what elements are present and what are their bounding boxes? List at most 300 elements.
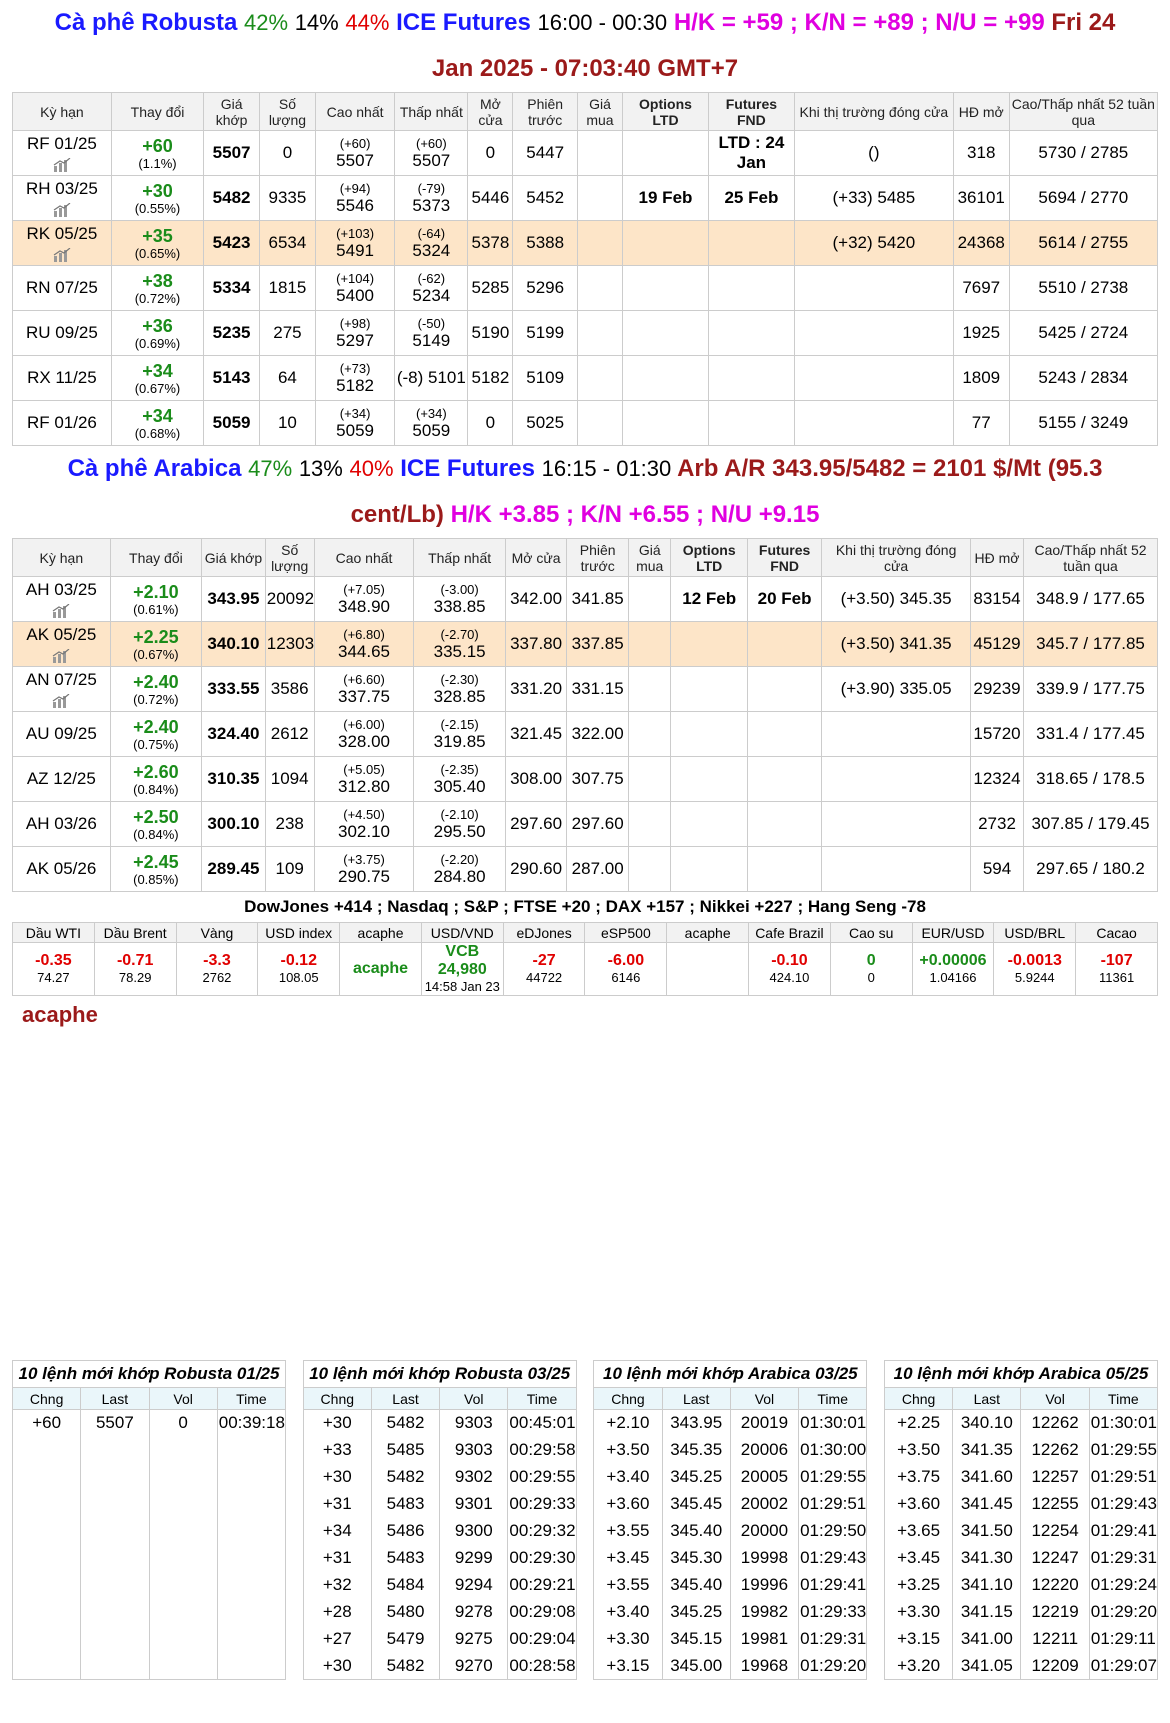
trade-value <box>81 1491 149 1518</box>
table-row[interactable] <box>13 712 1158 757</box>
low-cell <box>395 356 468 401</box>
market-header[interactable]: eDJones <box>503 923 585 943</box>
low-change: (-2.35) <box>440 761 479 777</box>
market-header[interactable]: Dầu WTI <box>13 923 95 943</box>
change-value: +2.40 <box>133 716 179 737</box>
futures-fnd <box>747 802 821 847</box>
volume: 9335 <box>260 176 316 221</box>
market-header[interactable]: Cacao <box>1076 923 1158 943</box>
change-value: +30 <box>142 180 173 201</box>
change-percent: (0.55%) <box>134 200 181 216</box>
change-percent: (0.65%) <box>134 245 181 261</box>
trade-value: 00:29:04 <box>508 1626 576 1653</box>
table-row[interactable] <box>13 266 1158 311</box>
low-cell <box>414 757 505 802</box>
low-cell <box>414 847 505 892</box>
last-price: 5334 <box>204 266 260 311</box>
trade-value <box>81 1545 149 1572</box>
trade-value <box>217 1653 285 1680</box>
market-cell[interactable] <box>421 943 503 996</box>
contract-cell[interactable] <box>13 356 112 401</box>
trade-value: 00:29:55 <box>508 1464 576 1491</box>
table-row[interactable] <box>13 667 1158 712</box>
range-52w: 297.65 / 180.2 <box>1024 847 1158 892</box>
market-value: 6146 <box>611 970 641 985</box>
range-52w: 348.9 / 177.65 <box>1024 577 1158 622</box>
trade-value: 341.30 <box>953 1545 1021 1572</box>
market-change: acaphe <box>352 960 409 977</box>
prev-close: 5388 <box>513 221 577 266</box>
brand-logo[interactable]: acaphe <box>22 1002 98 1027</box>
market-change: -0.0013 <box>1007 952 1062 969</box>
trade-value: +3.25 <box>884 1572 952 1599</box>
options-ltd: 12 Feb <box>671 577 747 622</box>
options-ltd <box>623 311 709 356</box>
volume: 64 <box>260 356 316 401</box>
range-52w: 5694 / 2770 <box>1009 176 1157 221</box>
trade-value <box>217 1599 285 1626</box>
chart-icon[interactable] <box>52 649 70 663</box>
high-change: (+103) <box>336 225 375 241</box>
market-header[interactable]: eSP500 <box>585 923 667 943</box>
trade-value: 01:29:43 <box>1089 1491 1157 1518</box>
trade-value <box>81 1572 149 1599</box>
arabica-col-header: Phiên trước <box>567 539 629 577</box>
trade-value: 01:29:55 <box>1089 1437 1157 1464</box>
table-row <box>884 1410 1157 1437</box>
open-price: 5182 <box>468 356 513 401</box>
high-cell <box>314 757 414 802</box>
contract-cell[interactable] <box>13 622 111 667</box>
contract-cell[interactable] <box>13 266 112 311</box>
trade-value: 5480 <box>371 1599 439 1626</box>
trade-value: 12262 <box>1021 1410 1089 1437</box>
high-change: (+73) <box>339 360 371 376</box>
table-row <box>13 1572 286 1599</box>
change-cell <box>111 356 203 401</box>
change-value: +38 <box>142 270 173 291</box>
close-value <box>794 311 953 356</box>
last-price: 5423 <box>204 221 260 266</box>
change-percent: (0.61%) <box>133 601 179 617</box>
robusta-col-header: Options LTD <box>623 93 709 131</box>
change-cell <box>111 266 203 311</box>
market-value: 74.27 <box>37 970 70 985</box>
trade-value: 12247 <box>1021 1545 1089 1572</box>
open-interest: 318 <box>953 131 1009 176</box>
high-value: 5507 <box>336 150 374 170</box>
last-trades-col-header: Time <box>1089 1388 1157 1410</box>
high-cell <box>314 712 414 757</box>
low-change: (-64) <box>417 225 446 241</box>
market-cell[interactable] <box>912 943 994 996</box>
contract-term[interactable]: AH 03/26 <box>25 814 97 833</box>
last-trades-table <box>12 1360 286 1680</box>
low-change: (-62) <box>417 270 446 286</box>
contract-cell[interactable] <box>13 667 111 712</box>
market-cell[interactable] <box>830 943 912 996</box>
futures-fnd <box>747 667 821 712</box>
market-cell[interactable] <box>503 943 585 996</box>
market-cell[interactable] <box>340 943 422 996</box>
trade-value: 341.50 <box>953 1518 1021 1545</box>
open-interest: 2732 <box>970 802 1023 847</box>
last-trades-col-header: Last <box>371 1388 439 1410</box>
table-row <box>594 1626 867 1653</box>
contract-term[interactable]: RX 11/25 <box>27 368 97 387</box>
contract-term[interactable]: AN 07/25 <box>25 669 97 689</box>
table-row <box>884 1545 1157 1572</box>
table-row <box>594 1518 867 1545</box>
low-value: (-8) 5101 <box>396 368 466 387</box>
table-row <box>13 1491 286 1518</box>
change-percent: (0.69%) <box>134 335 181 351</box>
trade-value: 19968 <box>730 1653 798 1680</box>
market-change: VCB 24,980 <box>437 943 487 978</box>
trade-value <box>149 1599 217 1626</box>
contract-term[interactable]: RH 03/25 <box>25 178 98 198</box>
change-value: +2.10 <box>133 581 179 602</box>
trade-value: +34 <box>303 1518 371 1545</box>
market-header[interactable]: EUR/USD <box>912 923 994 943</box>
contract-term[interactable]: AU 09/25 <box>25 724 97 743</box>
last-price: 289.45 <box>202 847 266 892</box>
last-trades-col-header: Last <box>953 1388 1021 1410</box>
chart-icon[interactable] <box>53 248 71 262</box>
open-price: 297.60 <box>505 802 567 847</box>
contract-cell[interactable] <box>13 847 111 892</box>
market-value: 78.29 <box>118 970 152 985</box>
low-value: 5507 <box>412 150 451 170</box>
high-value: 337.75 <box>338 686 391 706</box>
market-cell[interactable] <box>994 943 1076 996</box>
trade-value <box>217 1491 285 1518</box>
chart-icon[interactable] <box>53 158 71 172</box>
last-price: 310.35 <box>202 757 266 802</box>
market-header[interactable]: USD/VND <box>421 923 503 943</box>
change-percent: (0.72%) <box>134 290 181 306</box>
volume: 2612 <box>265 712 314 757</box>
trade-value: 01:29:11 <box>1089 1626 1157 1653</box>
high-cell <box>315 266 394 311</box>
high-cell <box>315 131 394 176</box>
contract-term[interactable]: AK 05/26 <box>26 859 97 878</box>
contract-term[interactable]: AZ 12/25 <box>26 769 96 788</box>
trade-value: 00:45:01 <box>508 1410 576 1437</box>
volume: 275 <box>260 311 316 356</box>
low-value: 5373 <box>412 195 451 215</box>
low-cell <box>414 712 505 757</box>
market-header[interactable]: Cafe Brazil <box>749 923 831 943</box>
trade-value: 343.95 <box>662 1410 730 1437</box>
prev-close: 5199 <box>513 311 577 356</box>
trade-value: 01:29:50 <box>799 1518 867 1545</box>
contract-term[interactable]: RF 01/26 <box>26 413 97 432</box>
contract-cell[interactable] <box>13 577 111 622</box>
trade-value: 01:29:07 <box>1089 1653 1157 1680</box>
high-value: 5546 <box>336 195 374 215</box>
trade-value <box>149 1545 217 1572</box>
trade-value: 01:29:41 <box>1089 1518 1157 1545</box>
change-value: +2.50 <box>133 806 179 827</box>
contract-cell[interactable] <box>13 802 111 847</box>
trade-value: 19981 <box>730 1626 798 1653</box>
trade-value: +32 <box>303 1572 371 1599</box>
volume: 3586 <box>265 667 314 712</box>
trade-value: +3.55 <box>594 1518 662 1545</box>
robusta-col-header: Cao nhất <box>315 93 394 131</box>
contract-term[interactable]: AK 05/25 <box>26 624 97 644</box>
open-interest: 83154 <box>970 577 1023 622</box>
range-52w: 5155 / 3249 <box>1009 401 1157 446</box>
robusta-col-header: Thấp nhất <box>395 93 468 131</box>
market-cell[interactable] <box>749 943 831 996</box>
range-52w: 5730 / 2785 <box>1009 131 1157 176</box>
table-row[interactable] <box>13 356 1158 401</box>
prev-close: 5109 <box>513 356 577 401</box>
trade-value <box>217 1626 285 1653</box>
market-header[interactable]: acaphe <box>340 923 422 943</box>
bid-price <box>628 847 670 892</box>
futures-fnd: LTD : 24 Jan <box>708 131 794 176</box>
market-cell[interactable] <box>94 943 176 996</box>
market-value: 14:58 Jan 23 <box>424 979 500 994</box>
trade-value: 9301 <box>440 1491 508 1518</box>
trade-value: +33 <box>303 1437 371 1464</box>
close-value: (+33) 5485 <box>794 176 953 221</box>
table-row <box>303 1572 576 1599</box>
trade-value: +3.30 <box>884 1599 952 1626</box>
prev-close: 5025 <box>513 401 577 446</box>
futures-fnd: 25 Feb <box>708 176 794 221</box>
futures-fnd <box>747 757 821 802</box>
contract-term[interactable]: RK 05/25 <box>26 223 98 243</box>
prev-close: 341.85 <box>567 577 629 622</box>
change-cell <box>111 221 203 266</box>
change-cell <box>110 622 201 667</box>
low-value: 305.40 <box>433 776 486 796</box>
trade-value: 01:29:31 <box>799 1626 867 1653</box>
high-value: 312.80 <box>338 776 391 796</box>
market-header[interactable]: acaphe <box>667 923 749 943</box>
trade-value: +3.40 <box>594 1464 662 1491</box>
last-trades-col-header: Chng <box>884 1388 952 1410</box>
market-header[interactable]: Vàng <box>176 923 258 943</box>
contract-cell[interactable] <box>13 221 112 266</box>
trade-value: 01:29:55 <box>799 1464 867 1491</box>
high-value: 344.65 <box>338 641 391 661</box>
low-change: (-2.15) <box>440 716 479 732</box>
table-row[interactable] <box>13 622 1158 667</box>
trade-value: +3.15 <box>594 1653 662 1680</box>
high-change: (+7.05) <box>343 581 385 597</box>
table-row[interactable] <box>13 847 1158 892</box>
market-cell[interactable] <box>176 943 258 996</box>
contract-term[interactable]: RU 09/25 <box>25 323 98 342</box>
contract-cell[interactable] <box>13 401 112 446</box>
trade-value: +3.15 <box>884 1626 952 1653</box>
contract-term[interactable]: RN 07/25 <box>25 278 98 297</box>
arabica-col-header: Options LTD <box>671 539 747 577</box>
low-value: 284.80 <box>433 866 486 886</box>
trade-value: +60 <box>13 1410 81 1437</box>
trade-value: +3.50 <box>594 1437 662 1464</box>
futures-fnd <box>708 311 794 356</box>
trade-value: 5482 <box>371 1653 439 1680</box>
contract-cell[interactable] <box>13 131 112 176</box>
trade-value: 341.35 <box>953 1437 1021 1464</box>
options-ltd <box>671 757 747 802</box>
trade-value: 19996 <box>730 1572 798 1599</box>
market-cell[interactable] <box>13 943 95 996</box>
trade-value: 9294 <box>440 1572 508 1599</box>
open-price: 5190 <box>468 311 513 356</box>
table-row <box>594 1572 867 1599</box>
volume: 1094 <box>265 757 314 802</box>
arabica-col-header: Futures FND <box>747 539 821 577</box>
last-trades-col-header: Last <box>662 1388 730 1410</box>
contract-term[interactable]: RF 01/25 <box>26 133 97 153</box>
high-change: (+6.80) <box>343 626 385 642</box>
trade-value: 345.45 <box>662 1491 730 1518</box>
trade-value: 12262 <box>1021 1437 1089 1464</box>
trade-value <box>13 1653 81 1680</box>
trade-value: 340.10 <box>953 1410 1021 1437</box>
open-interest: 1809 <box>953 356 1009 401</box>
chart-icon[interactable] <box>52 694 70 708</box>
contract-cell[interactable] <box>13 757 111 802</box>
table-row[interactable] <box>13 802 1158 847</box>
last-trades-table <box>593 1360 867 1680</box>
table-row <box>884 1464 1157 1491</box>
indices-line: DowJones +414 ; Nasdaq ; S&P ; FTSE +20 ; DAX +157 ; Nikkei +227 ; Hang Seng -78 <box>244 897 926 916</box>
trade-value: 01:29:33 <box>799 1599 867 1626</box>
arabica-col-header: Thấp nhất <box>414 539 505 577</box>
low-change: (-2.30) <box>440 671 479 687</box>
last-trades-col-header: Vol <box>440 1388 508 1410</box>
range-52w: 5510 / 2738 <box>1009 266 1157 311</box>
table-row[interactable] <box>13 176 1158 221</box>
range-52w: 5243 / 2834 <box>1009 356 1157 401</box>
trade-value: +3.60 <box>884 1491 952 1518</box>
market-cell[interactable] <box>1076 943 1158 996</box>
market-header[interactable]: Cao su <box>830 923 912 943</box>
robusta-col-header: Futures FND <box>708 93 794 131</box>
prev-close: 287.00 <box>567 847 629 892</box>
table-row <box>594 1599 867 1626</box>
contract-cell[interactable] <box>13 311 112 356</box>
table-row <box>884 1572 1157 1599</box>
volume: 12303 <box>265 622 314 667</box>
table-row[interactable] <box>13 221 1158 266</box>
arabica-title: Cà phê Arabica 47% 13% 40% ICE Futures 16:15 - 01:30 Arb A/R 343.95/5482 = 2101 $/Mt (95.3 cent/Lb) H/K +3.85 ; K/N +6.55 ; N/U +9.15 <box>67 455 1103 528</box>
volume: 238 <box>265 802 314 847</box>
table-row <box>594 1437 867 1464</box>
trade-value: 345.30 <box>662 1545 730 1572</box>
trade-value: 9303 <box>440 1437 508 1464</box>
trade-value: 01:30:00 <box>799 1437 867 1464</box>
trade-value <box>13 1545 81 1572</box>
last-price: 5507 <box>204 131 260 176</box>
arabica-col-header: Cao/Thấp nhất 52 tuần qua <box>1024 539 1158 577</box>
market-header[interactable]: Dầu Brent <box>94 923 176 943</box>
open-price: 290.60 <box>505 847 567 892</box>
table-row <box>884 1653 1157 1680</box>
range-52w: 339.9 / 177.75 <box>1024 667 1158 712</box>
table-row[interactable] <box>13 757 1158 802</box>
high-change: (+98) <box>339 315 371 331</box>
trade-value: 01:30:01 <box>1089 1410 1157 1437</box>
low-change: (-50) <box>417 315 446 331</box>
contract-cell[interactable] <box>13 176 112 221</box>
range-52w: 331.4 / 177.45 <box>1024 712 1158 757</box>
trade-value: 12219 <box>1021 1599 1089 1626</box>
close-value: (+32) 5420 <box>794 221 953 266</box>
market-cell[interactable] <box>258 943 340 996</box>
table-row <box>13 1464 286 1491</box>
trade-value <box>149 1437 217 1464</box>
trade-value: 20000 <box>730 1518 798 1545</box>
change-cell <box>110 667 201 712</box>
chart-icon[interactable] <box>52 604 70 618</box>
last-price: 324.40 <box>202 712 266 757</box>
market-cell[interactable] <box>667 943 749 996</box>
table-row[interactable] <box>13 131 1158 176</box>
low-value: 5234 <box>412 285 451 305</box>
trade-value: +3.45 <box>884 1545 952 1572</box>
market-header[interactable]: USD/BRL <box>994 923 1076 943</box>
open-interest: 45129 <box>970 622 1023 667</box>
trade-value: 12209 <box>1021 1653 1089 1680</box>
open-interest: 77 <box>953 401 1009 446</box>
last-trades-header-row <box>13 1388 286 1410</box>
trade-value <box>149 1626 217 1653</box>
table-row <box>13 1518 286 1545</box>
table-row <box>594 1464 867 1491</box>
high-cell <box>314 622 414 667</box>
bid-price <box>577 311 622 356</box>
open-interest: 12324 <box>970 757 1023 802</box>
market-value: 0 <box>867 970 875 985</box>
arabica-col-header: HĐ mở <box>970 539 1023 577</box>
high-cell <box>315 221 394 266</box>
change-percent: (0.85%) <box>133 871 179 887</box>
contract-term[interactable]: AH 03/25 <box>25 579 97 599</box>
trade-value: 9303 <box>440 1410 508 1437</box>
bid-price <box>628 622 670 667</box>
open-price: 5378 <box>468 221 513 266</box>
market-header[interactable]: USD index <box>258 923 340 943</box>
table-row[interactable] <box>13 401 1158 446</box>
chart-icon[interactable] <box>53 203 71 217</box>
trade-value: 345.40 <box>662 1518 730 1545</box>
last-trades-title: 10 lệnh mới khớp Robusta 01/25 <box>12 1360 286 1387</box>
table-row[interactable] <box>13 311 1158 356</box>
arabica-quote-table <box>12 538 1158 892</box>
trade-value: 345.40 <box>662 1572 730 1599</box>
market-cell[interactable] <box>585 943 667 996</box>
options-ltd <box>671 667 747 712</box>
last-trades-title: 10 lệnh mới khớp Arabica 05/25 <box>884 1360 1158 1387</box>
trade-value: +3.20 <box>884 1653 952 1680</box>
low-value: 335.15 <box>433 641 486 661</box>
high-value: 5297 <box>336 330 374 350</box>
contract-cell[interactable] <box>13 712 111 757</box>
table-row[interactable] <box>13 577 1158 622</box>
trade-value: 12255 <box>1021 1491 1089 1518</box>
market-value: 44722 <box>526 970 563 985</box>
low-value: 5324 <box>412 240 451 260</box>
